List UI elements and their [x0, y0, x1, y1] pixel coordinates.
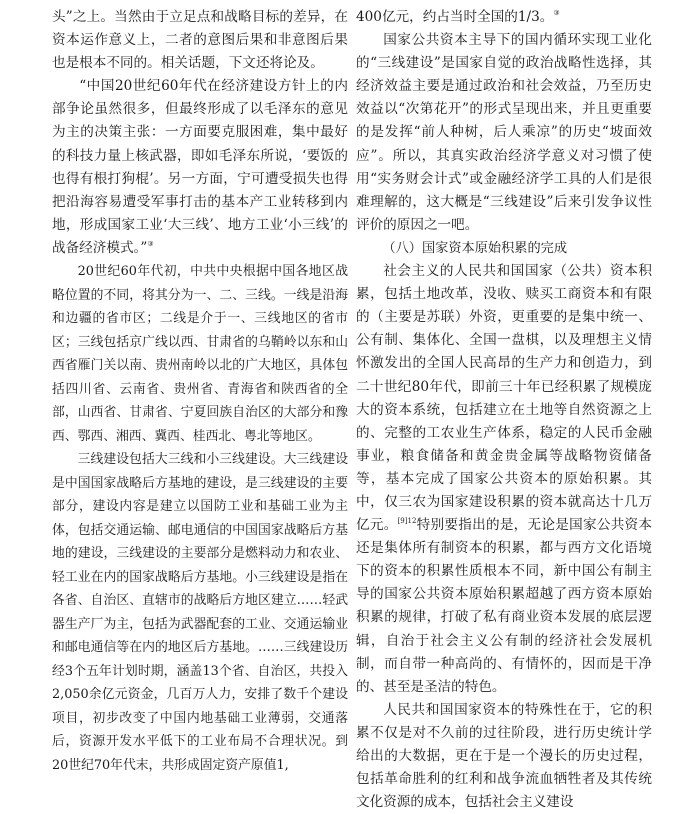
paragraph-third-front-strategy: 国家公共资本主导下的国内循环实现工业化的“三线建设”是国家自觉的政治战略性选择，其经济效益主要是通过政治和社会效益，乃至历史效益以“次第花开”的形式呈现出来，并且更重要的是发挥“前人种树，后人乘凉”的历史“坡面效应”。所以，其真实政治经济学意义对习惯了使用“实务财会计式”或金融经济学工具的人们是很难理解的，这大概是“三线建设”后来引发争议性评价的原因之一吧。 — [356, 32, 652, 233]
paragraph-continued-right — [356, 6, 652, 29]
block-quote-third-front: 三线建设包括大三线和小三线建设。大三线建设是中国国家战略后方基地的建设，是三线建设的主要部分，建设内容是建立以国防工业和基础工业为主体，包括交通运输、邮电通信的中国国家战略后方基地的建设，三线建设的主要部分是燃料动力和农业、轻工业在内的国家战略后方基地。小三线建设是指在各省、自治区、直辖市的战略后方地区建立……轻武器生产厂为主，包括为武器配套的工业、交通运输业和邮电通信等在内的地区后方基地。……三线建设历经3个五年计划时期，涵盖13个省、自治区，共投入2,050余亿元资金，几百万人力，安排了数千个建设项目，初步改变了中国内地基础工业薄弱，交通落后，资源开发水平低下的工业布局不合理状况。到20世纪70年代末，共形成固定资产原值1, — [52, 452, 348, 773]
right-column — [356, 6, 652, 814]
section-heading: （八）国家资本原始积累的完成 — [382, 240, 568, 256]
left-column — [52, 6, 348, 777]
quote-paragraph — [52, 75, 348, 260]
quote-text: “中国20世纪60年代在经济建设方针上的内部争论虽然很多，但最终形成了以毛泽东的意见为主的决策主张：一方面要克服困难，集中最好的科技力量上核武器，即如毛泽东所说，‘要饭的也得有根打狗棍’。另一方面，宁可遭受损失也得把沿海容易遭受军事打击的基本产工业转移到内地，形成国家工业‘大三线’、地方工业‘小三线’的战备经济模式。” — [52, 78, 348, 256]
paragraph-continued: 头”之上。当然由于立足点和战略目标的差异，在资本运作意义上，二者的意图后果和非意图后果也是根本不同的。相关话题，下文还将论及。 — [52, 9, 348, 72]
block-quote-regions: 20世纪60年代初，中共中央根据中国各地区战略位置的不同，将其分为一、二、三线。一线是沿海和边疆的省市区；二线是介于一、三线地区的省市区；三线包括京广线以西、甘肃省的乌鞘岭以东和山西省雁门关以南、贵州南岭以北的广大地区，具体包括四川省、云南省、贵州省、青海省和陕西省的全部，山西省、甘肃省、宁夏回族自治区的大部分和豫西、鄂西、湘西、冀西、桂西北、粤北等地区。 — [52, 264, 348, 444]
paragraph-capital-accumulation — [356, 260, 652, 699]
paragraph-text: 社会主义的人民共和国国家（公共）资本积累，包括土地改革，没收、赎买工商资本和有限的（主要是苏联）外资，更重要的是集中统一、公有制、集体化、全国一盘棋，以及理想主义情怀激发出的全国人民高昂的生产力和创造力，到二十世纪80年代，即前三十年已经积累了规模庞大的资本系统，包括建立在土地等自然资源之上的、完整的工农业生产体系，稳定的人民币金融事业，粮食储备和黄金贵金属等战略物资储备等，基本完成了国家公共资本的原始积累。其中，仅三农为国家建设积累的资本就高达十几万亿元。 — [356, 263, 652, 534]
footnote-marker: ③ — [147, 239, 154, 248]
continued-text: 400亿元，约占当时全国的1/3。 — [356, 9, 554, 25]
footnote-marker: ③ — [553, 9, 560, 17]
paragraph-text: 特别要指出的是，无论是国家公共资本还是集体所有制资本的积累，都与西方文化语境下的资本的积累性质根本不同，新中国公有制主导的国家公共资本原始积累超越了西方资本原始积累的规律，打破了私有商业资本发展的底层逻辑，自治于社会主义公有制的经济社会发展机制，而自带一种高尚的、有情怀的，因而是干净的、甚至是圣洁的特色。 — [356, 517, 653, 695]
paragraph-state-capital: 人民共和国国家资本的特殊性在于，它的积累不仅是对不久前的过往阶段，进行历史统计学给出的大数据，更在于是一个漫长的历史过程，包括革命胜利的红利和战争流血牺牲者及其传统文化资源的成本，包括社会主义建设 — [356, 701, 652, 811]
citation-marker: [9]12 — [397, 517, 417, 526]
